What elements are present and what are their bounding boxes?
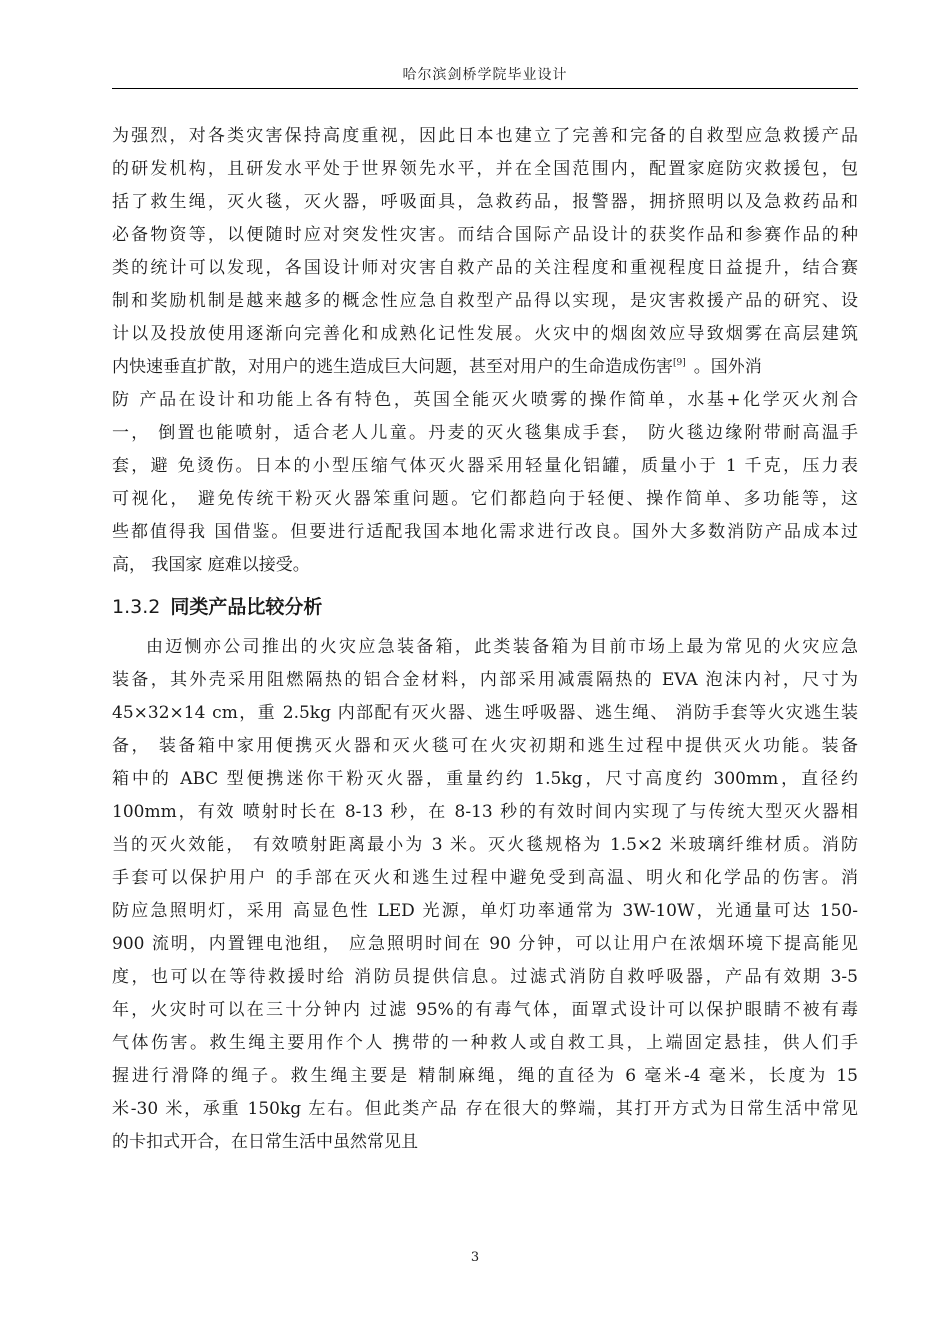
paragraph-line: 手套可以保护用户 的手部在灭火和逃生过程中避免受到高温、明火和化学品的伤害。消 — [112, 868, 858, 888]
paragraph-line: 米-30 米，承重 150kg 左右。但此类产品 存在很大的弊端，其打开方式为日常生活中常见 — [112, 1099, 858, 1119]
paragraph-line: 当的灭火效能， 有效喷射距离最小为 3 米。灭火毯规格为 1.5×2 米玻璃纤维材质。消防 — [112, 835, 858, 855]
paragraph-line: 防应急照明灯，采用 高显色性 LED 光源，单灯功率通常为 3W-10W，光通量可达 150- — [112, 901, 858, 921]
paragraph-line-with-citation — [112, 357, 858, 377]
paragraph-line: 可视化， 避免传统干粉灭火器笨重问题。它们都趋向于轻便、操作简单、多功能等，这 — [112, 489, 858, 509]
paragraph-line: 必备物资等，以便随时应对突发性灾害。而结合国际产品设计的获奖作品和参赛作品的种 — [112, 225, 858, 245]
page-number: 3 — [470, 1250, 480, 1265]
paragraph-line: 100mm，有效 喷射时长在 8-13 秒，在 8-13 秒的有效时间内实现了与传统大型灭火器相 — [112, 802, 858, 822]
paragraph-line: 年，火灾时可以在三十分钟内 过滤 95%的有毒气体，面罩式设计可以保护眼睛不被有毒 — [112, 1000, 858, 1020]
paragraph-line: 箱中的 ABC 型便携迷你干粉灭火器，重量约约 1.5kg，尺寸高度约 300mm，直径约 — [112, 769, 858, 789]
section-heading — [112, 592, 322, 619]
paragraph-line: 计以及投放使用逐渐向完善化和成熟化记性发展。火灾中的烟囱效应导致烟雾在高层建筑 — [112, 324, 858, 344]
paragraph-line: 为强烈，对各类灾害保持高度重视，因此日本也建立了完善和完备的自救型应急救援产品 — [112, 126, 858, 146]
paragraph-line: 备， 装备箱中家用便携灭火器和灭火毯可在火灾初期和逃生过程中提供灭火功能。装备 — [112, 736, 858, 756]
paragraph-line: 制和奖励机制是越来越多的概念性应急自救型产品得以实现，是灾害救援产品的研究、设 — [112, 291, 858, 311]
paragraph-line: 防 产品在设计和功能上各有特色，英国全能灭火喷雾的操作简单，水基+化学灭火剂合 — [112, 390, 858, 410]
paragraph-line-tail: 。国外消 — [693, 357, 762, 377]
section-title: 同类产品比较分析 — [170, 596, 323, 618]
paragraph-line: 括了救生绳，灭火毯，灭火器，呼吸面具，急救药品，报警器，拥挤照明以及急救药品和 — [112, 192, 858, 212]
citation-marker: [9] — [673, 358, 686, 368]
paragraph-line: 高， 我国家 庭难以接受。 — [112, 555, 310, 575]
paragraph-line: 气体伤害。救生绳主要用作个人 携带的一种救人或自救工具，上端固定悬挂，供人们手 — [112, 1033, 858, 1053]
paragraph-line: 类的统计可以发现，各国设计师对灾害自救产品的关注程度和重视程度日益提升，结合赛 — [112, 258, 858, 278]
paragraph-line: 些都值得我 国借鉴。但要进行适配我国本地化需求进行改良。国外大多数消防产品成本过 — [112, 522, 858, 542]
paragraph-line: 一， 倒置也能喷射，适合老人儿童。丹麦的灭火毯集成手套， 防火毯边缘附带耐高温手 — [112, 423, 858, 443]
paragraph-line: 由迈恻亦公司推出的火灾应急装备箱，此类装备箱为目前市场上最为常见的火灾应急 — [146, 637, 858, 657]
paragraph-line: 装备，其外壳采用阻燃隔热的铝合金材料，内部采用减震隔热的 EVA 泡沫内衬，尺寸为 — [112, 670, 858, 690]
paragraph-line: 度，也可以在等待救援时给 消防员提供信息。过滤式消防自救呼吸器，产品有效期 3-5 — [112, 967, 858, 987]
paragraph-line: 的研发机构，且研发水平处于世界领先水平，并在全国范围内，配置家庭防灾救援包，包 — [112, 159, 858, 179]
section-number: 1.3.2 — [112, 596, 161, 618]
paragraph-line: 900 流明，内置锂电池组， 应急照明时间在 90 分钟，可以让用户在浓烟环境下提高能见 — [112, 934, 858, 954]
paragraph-line-text: 内快速垂直扩散，对用户的逃生造成巨大问题，甚至对用户的生命造成伤害 — [112, 357, 673, 377]
paragraph-line: 45×32×14 cm，重 2.5kg 内部配有灭火器、逃生呼吸器、逃生绳、 消防手套等火灾逃生装 — [112, 703, 858, 723]
paragraph-line: 的卡扣式开合，在日常生活中虽然常见且 — [112, 1132, 418, 1152]
paragraph-line: 握进行滑降的绳子。救生绳主要是 精制麻绳，绳的直径为 6 毫米-4 毫米，长度为 15 — [112, 1066, 858, 1086]
page-header-title: 哈尔滨剑桥学院毕业设计 — [402, 67, 568, 83]
paragraph-line: 套，避 免烫伤。日本的小型压缩气体灭火器采用轻量化铝罐，质量小于 1 千克，压力表 — [112, 456, 858, 476]
header-rule — [112, 88, 858, 89]
